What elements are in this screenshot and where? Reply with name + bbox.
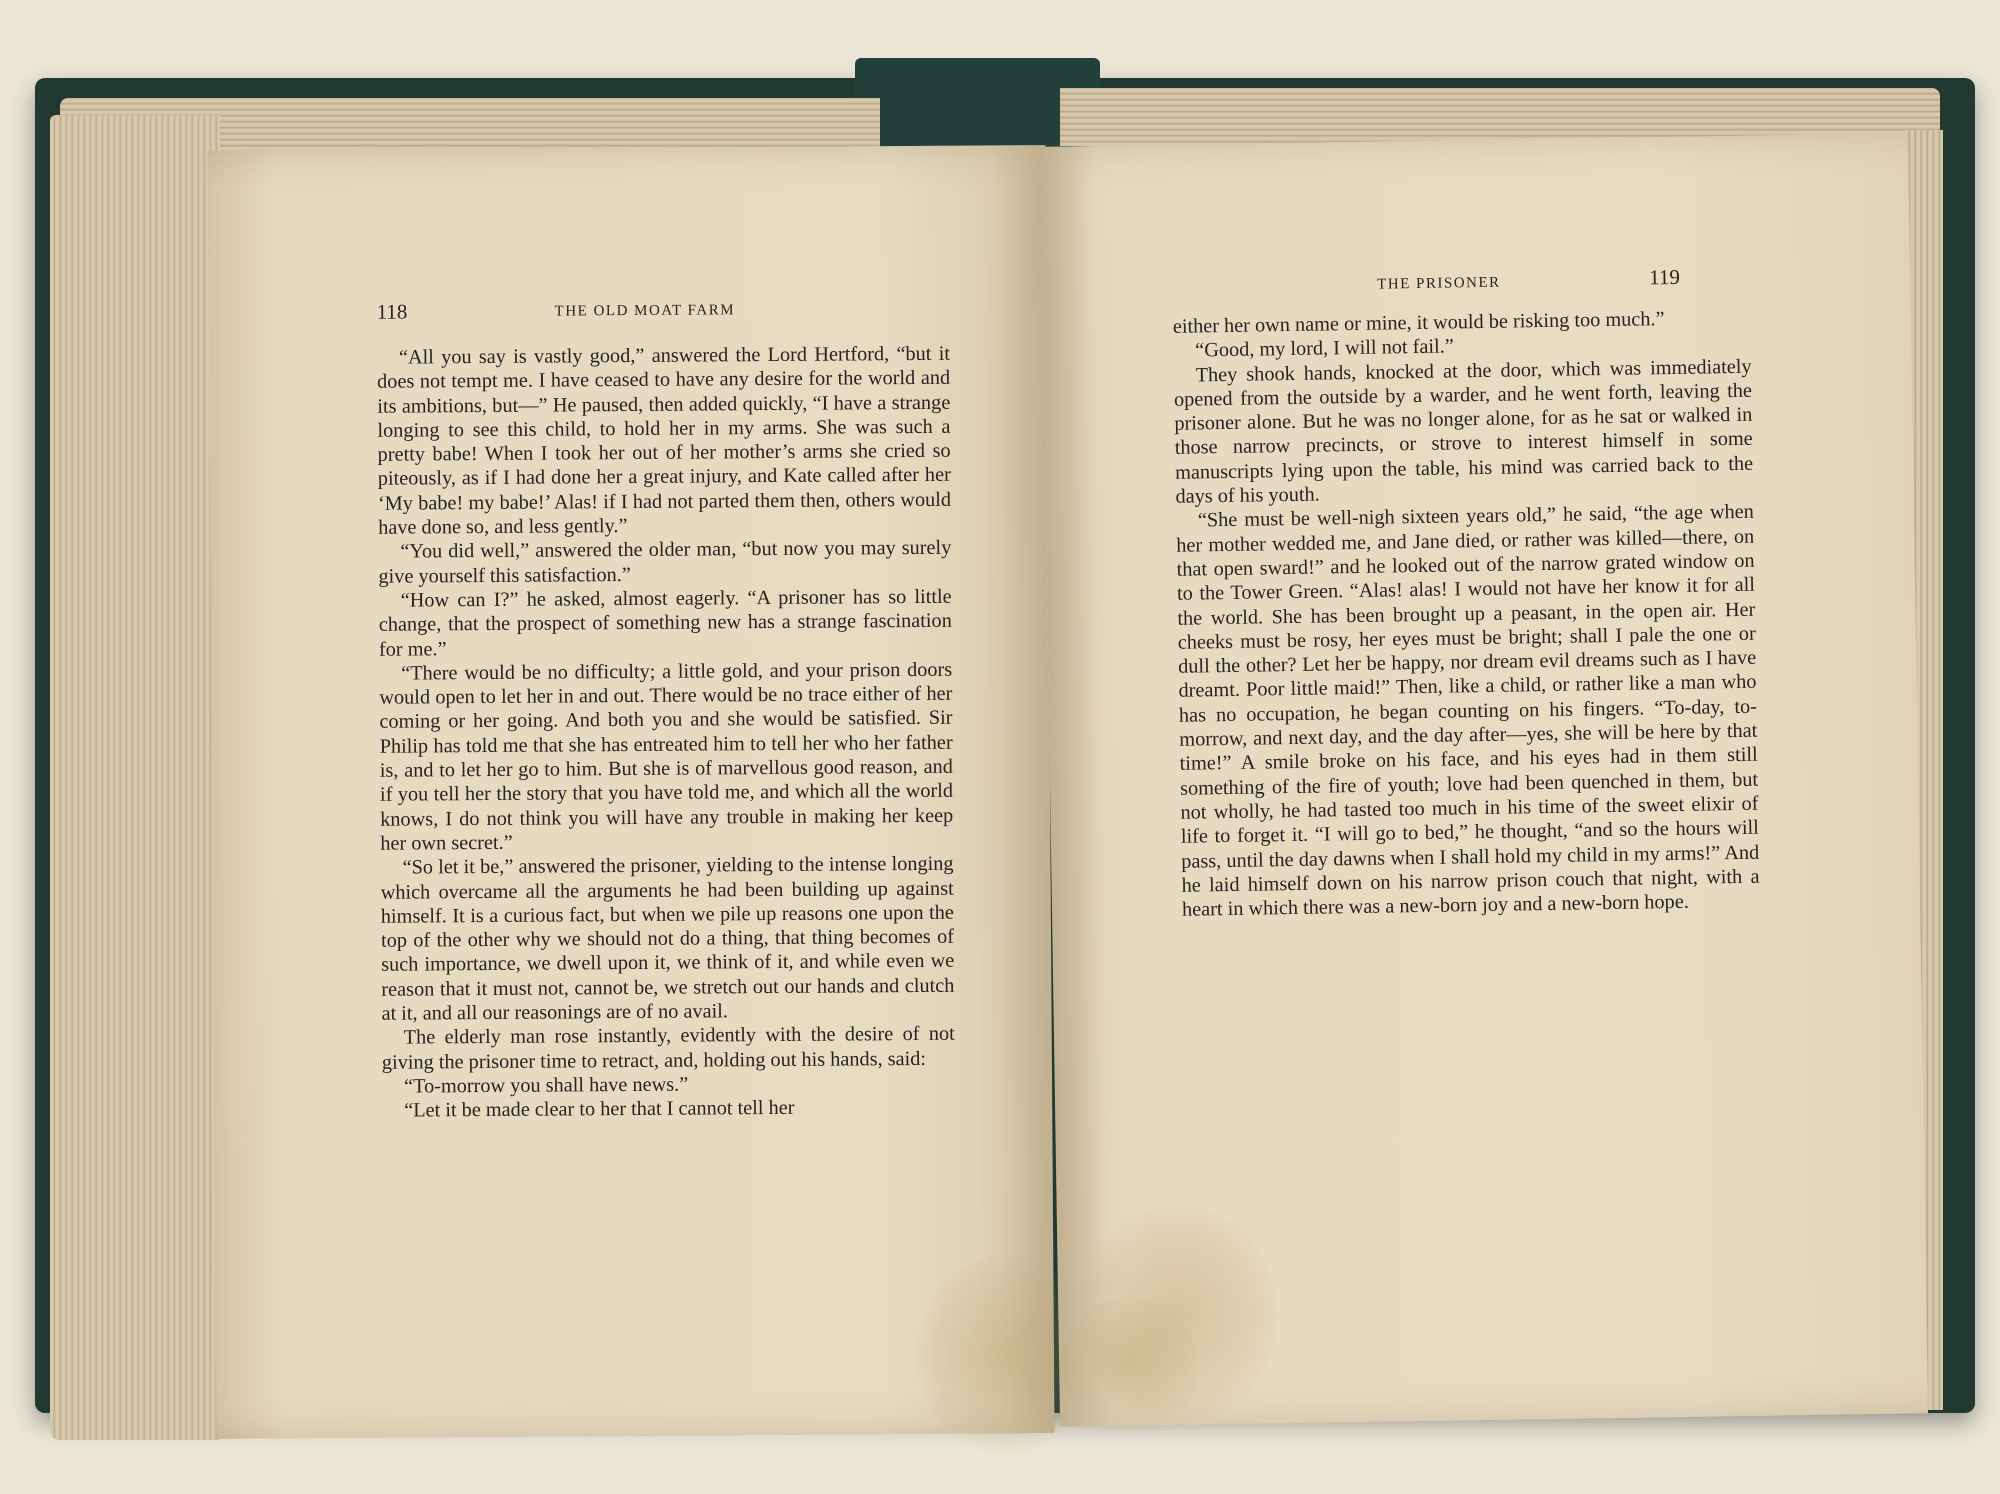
body-text [377,342,955,1123]
paragraph: “There would be no difficulty; a little gold, and your prison doors would open to let her in and out. There would be no trace either of her coming or her going. And both you and she would be satisfied. Sir Philip has told me that she has entreated him to tell her who her father is, and to let her go to him. But she is of marvellous good reason, and if you tell her the story that you have told me, and which all the world knows, I do not think you will have any trouble in making her keep her own secret.” [379,658,954,855]
running-head: THE PRISONER [1377,274,1501,293]
page-number: 119 [1648,264,1681,290]
paragraph: “How can I?” he asked, almost eagerly. “A prisoner has so little change, that the prospect of something new has a strange fascination for me.” [378,585,952,661]
paragraph: The elderly man rose instantly, evidently with the desire of not giving the prisoner time to retract, and, holding out his hands, said: [381,1023,955,1074]
running-head: THE OLD MOAT FARM [554,302,736,320]
right-page [1040,133,1928,1426]
paragraph: “She must be well-nigh sixteen years old,” he said, “the age when her mother wedded me, and Jane died, or rather was killed—there, on that open sward!” and he looked out of the narrow grated window on to the Tower Green. “Alas! alas! I would not have her know it for all the world. She has been brought up a peasant, in the open air. Her cheeks must be rosy, her eyes must be bright; shall I pale the one or dull the other? Let her be happy, nor dream evil dreams such as I have dreamt. Poor little maid!” Then, like a child, or rather like a man who has no occupation, he began counting on his fingers. “To-day, to-morrow, and next day, and the day after—yes, she will be here by that time!” A smile broke on his face, and his eyes had in them still something of the fire of youth; love had been quenched in them, but not wholly, he had tasted too much in his time of the sweet elixir of life to forget it. “I will go to bed,” he thought, “and so the hours will pass, until the day dawns when I shall hold my child in my arms!” And he laid himself down on his narrow prison couch that night, with a heart in which there was a new-born joy and a new-born hope. [1176,501,1760,921]
page-number: 118 [376,299,408,324]
paragraph: “All you say is vastly good,” answered the Lord Hertford, “but it does not tempt me. I have ceased to have any desire for the world and its ambitions, but—” He paused, then added quickly, “I have a strange longing to see this child, to hold her in my arms. She was such a pretty babe! When I took her out of her mother’s arms she cried so piteously, as if I had done her a great injury, and Kate called after her ‘My babe! my babe!’ Alas! if I had not parted them then, others would have done so, and less gently.” [377,342,952,539]
paragraph-continuation: either her own name or mine, it would be risking too much.” [1172,308,1665,338]
paragraph: “You did well,” answered the older man, “but now you may surely give yourself this satisfaction.” [378,537,952,588]
body-text [1173,306,1760,922]
paragraph: “So let it be,” answered the prisoner, yielding to the intense longing which overcame all the arguments he had been building up against himself. It is a curious fact, but when we pile up reasons one upon the top of the other why we should not do a thing, that thing becomes of such importance, we dwell upon it, we think of it, and while even we reason that it must not, cannot be, we stretch out our hands and clutch at it, and all our reasonings are of no avail. [380,852,955,1025]
page-edges-left [50,115,220,1440]
left-page [208,145,1055,1439]
paragraph: “Let it be made clear to her that I cannot tell her [404,1097,795,1122]
paragraph: “Good, my lord, I will not fail.” [1195,335,1454,362]
paragraph: “To-morrow you shall have news.” [403,1073,689,1098]
paragraph: They shook hands, knocked at the door, which was immediately opened from the outside by a warder, and he went forth, leaving the prisoner alone. But he was no longer alone, for as he sat or walked in those narrow precincts, or strove to interest himself in some manuscripts lying upon the table, his mind was carried back to the days of his youth. [1173,355,1754,508]
